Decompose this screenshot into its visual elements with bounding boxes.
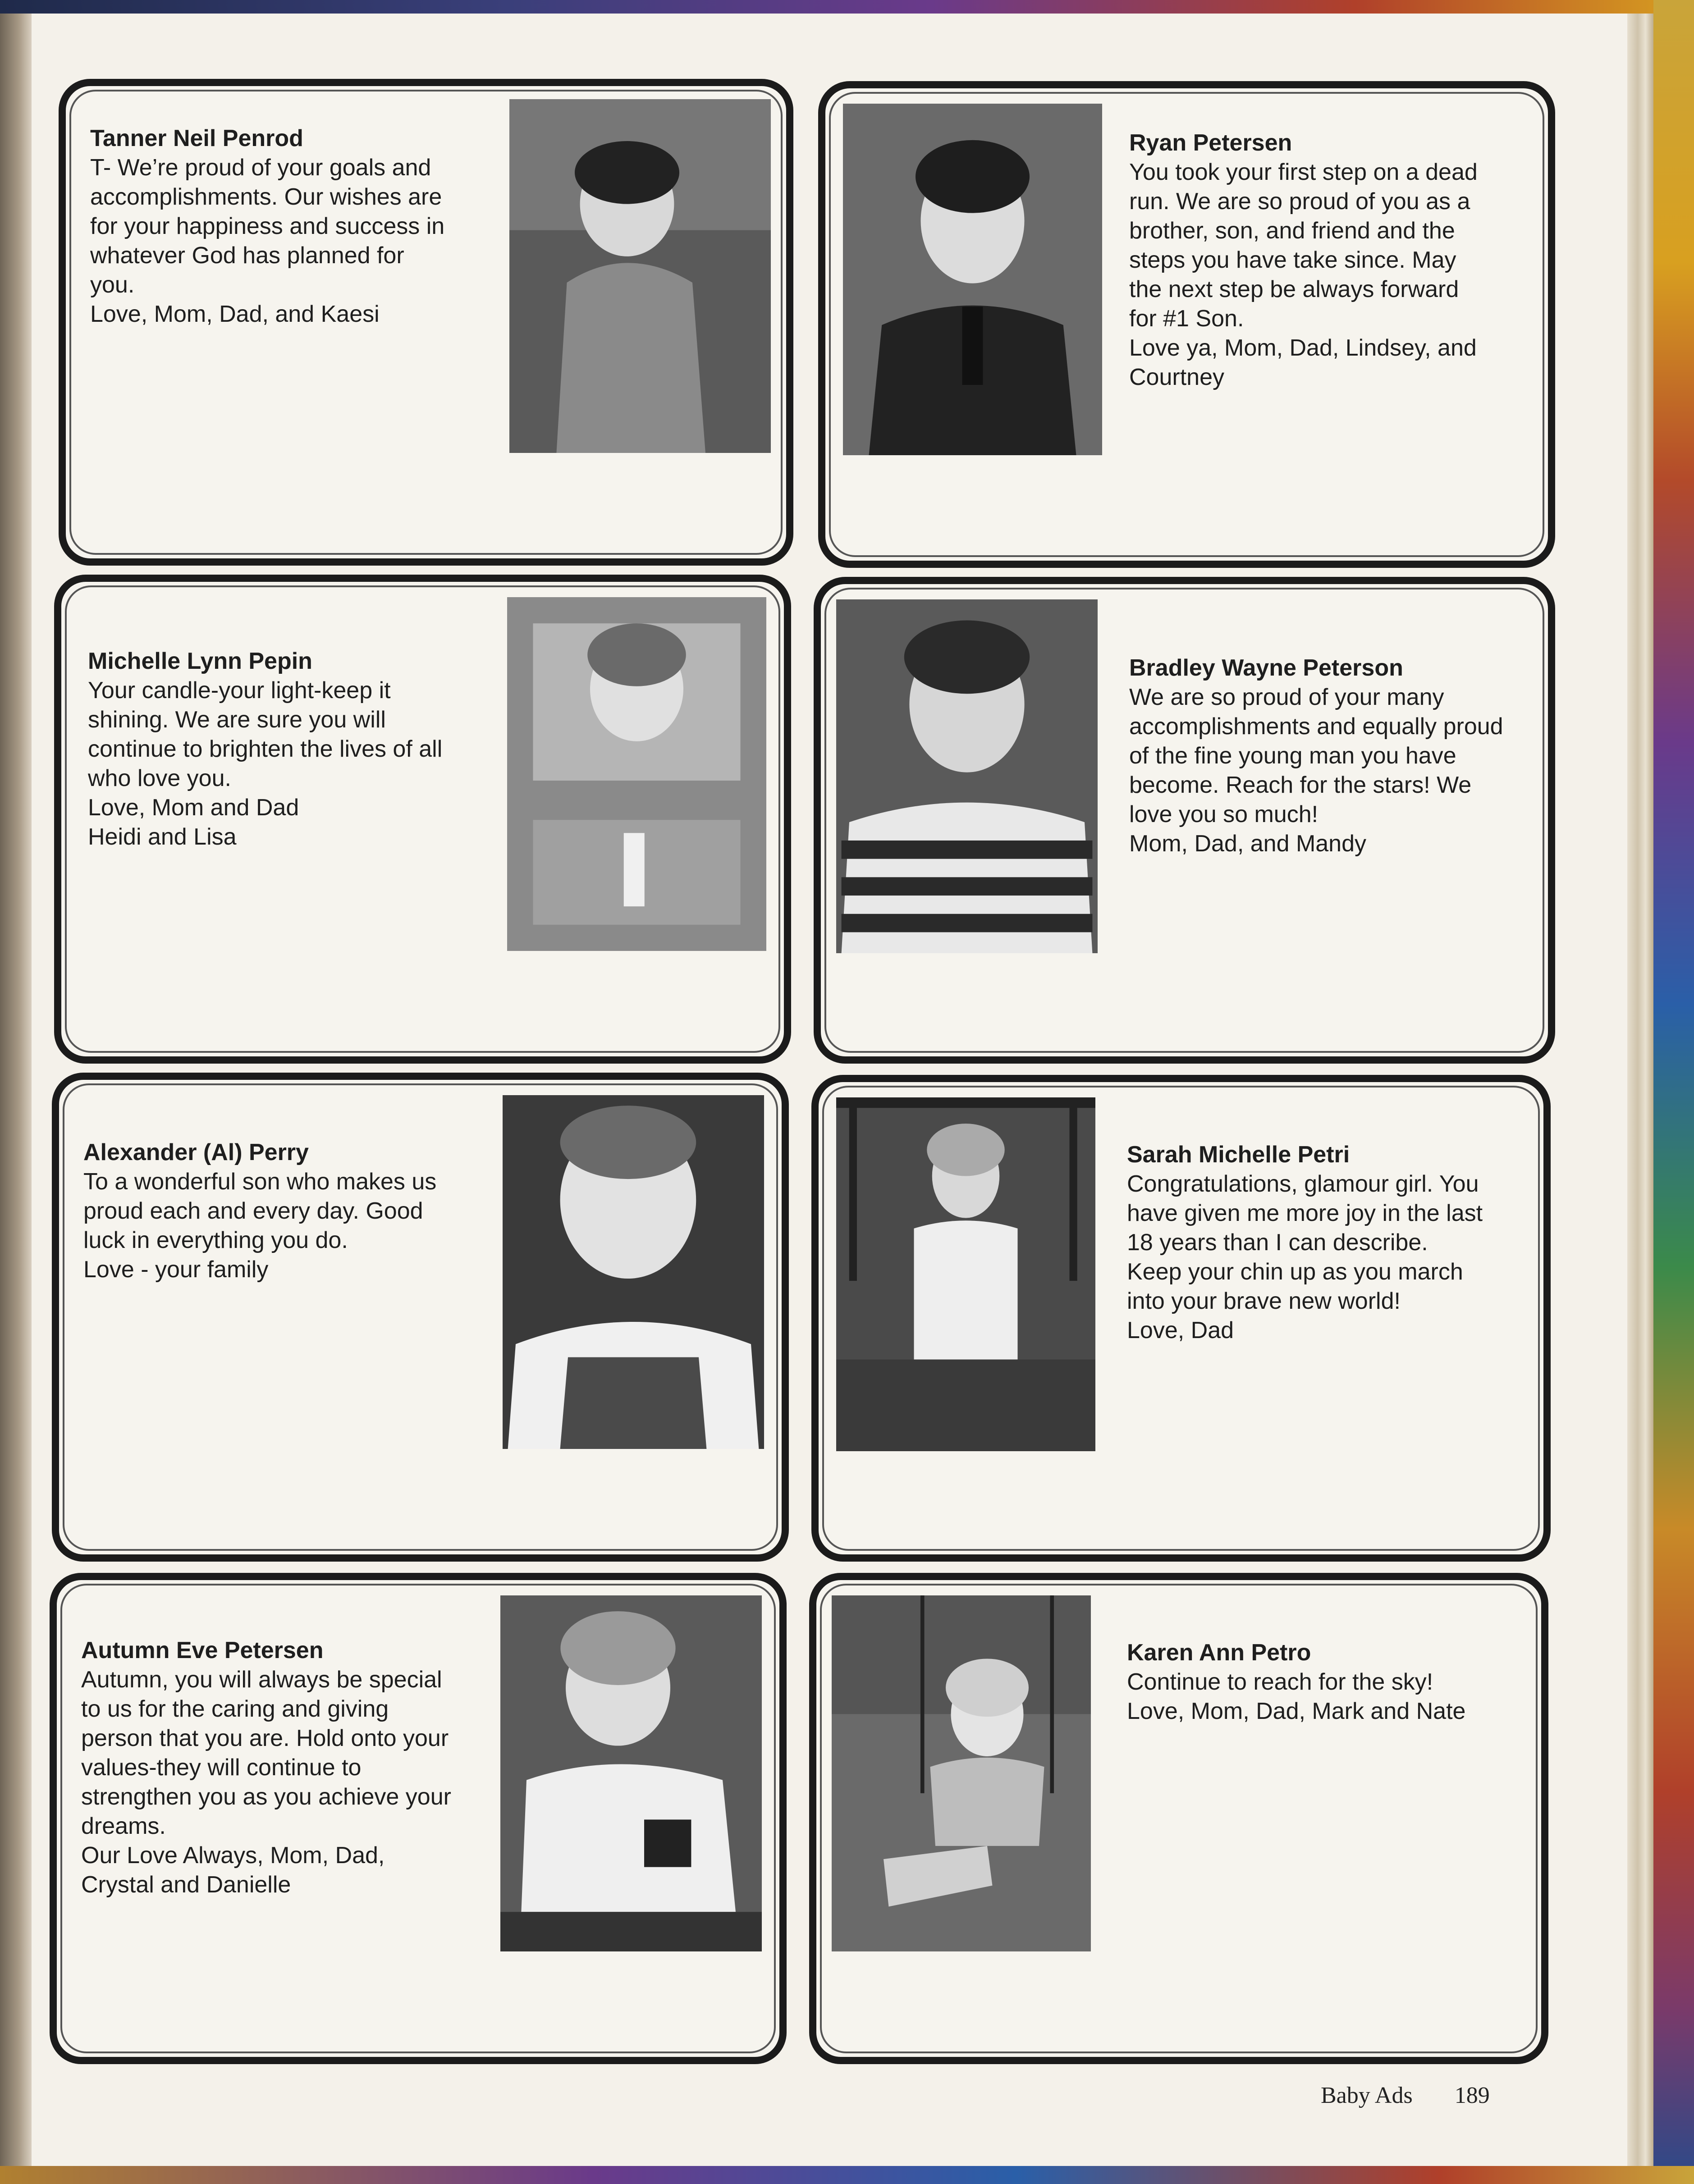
page-footer xyxy=(1321,2082,1490,2109)
baby-ad-message: T- We’re proud of your goals and accomplishments. Our wishes are for your happiness and success in whatever God has planned for you. Love, Mom, Dad, and Kaesi xyxy=(90,155,445,327)
baby-ad-name: Autumn Eve Petersen xyxy=(81,1637,324,1663)
baby-photo xyxy=(500,1595,762,1951)
baby-photo-image xyxy=(843,104,1102,455)
baby-photo-image xyxy=(836,599,1098,953)
baby-ad-text xyxy=(1129,653,1544,859)
baby-ad-name: Ryan Petersen xyxy=(1129,130,1292,156)
baby-ad-name: Michelle Lynn Pepin xyxy=(88,648,312,674)
baby-ad-name: Sarah Michelle Petri xyxy=(1127,1142,1350,1168)
baby-photo xyxy=(509,99,771,453)
book-edge-bottom xyxy=(0,2166,1694,2184)
baby-ad-message: We are so proud of your many accomplishments and equally proud of the fine young man you have become. Reach for the stars! We love you so much! Mom, Dad, and Mandy xyxy=(1129,684,1503,857)
baby-ad-text xyxy=(83,1138,500,1284)
baby-ad-message: To a wonderful son who makes us proud each and every day. Good luck in everything you do. Love - your family xyxy=(83,1169,437,1283)
baby-photo xyxy=(832,1595,1091,1951)
page-shadow-left xyxy=(0,0,32,2184)
baby-ad-message: Autumn, you will always be special to us for the caring and giving person that you are. Hold onto your values-they will continue to strengthen you as you achieve your dreams. Our Love Always, Mom, Dad, Crystal and Danielle xyxy=(81,1667,451,1898)
baby-ad-name: Alexander (Al) Perry xyxy=(83,1139,309,1165)
baby-photo-image xyxy=(836,1097,1095,1451)
page-stack-edge xyxy=(1627,14,1653,2166)
baby-ad-message: Your candle-your light-keep it shining. We are sure you will continue to brighten the lives of all who love you. Love, Mom and Dad Heidi and Lisa xyxy=(88,677,443,850)
baby-ad-text xyxy=(1129,128,1544,392)
section-title: Baby Ads xyxy=(1321,2083,1413,2108)
baby-photo xyxy=(836,599,1098,953)
baby-photo xyxy=(843,104,1102,455)
baby-ad-text xyxy=(1127,1638,1542,1726)
baby-photo-image xyxy=(509,99,771,453)
baby-photo xyxy=(507,597,766,951)
book-cover-edge-right xyxy=(1653,0,1694,2184)
baby-ad-text xyxy=(90,124,505,329)
baby-ad-message: Congratulations, glamour girl. You have given me more joy in the last 18 years than I can describe. Keep your chin up as you march into your brave new world! Love, Dad xyxy=(1127,1171,1483,1343)
baby-ad-message: Continue to reach for the sky! Love, Mom, Dad, Mark and Nate xyxy=(1127,1669,1466,1724)
baby-photo-image xyxy=(500,1595,762,1951)
baby-photo xyxy=(503,1095,764,1449)
page-number: 189 xyxy=(1454,2083,1490,2108)
baby-ad-message: You took your first step on a dead run. We are so proud of you as a brother, son, and friend and the steps you have take since. May the next step be always forward for #1 Son. Love ya, Mom, Dad, Lindsey, and Courtney xyxy=(1129,159,1478,390)
baby-ad-name: Karen Ann Petro xyxy=(1127,1640,1311,1666)
baby-ad-text xyxy=(1127,1140,1544,1345)
baby-photo-image xyxy=(832,1595,1091,1951)
baby-ad-name: Tanner Neil Penrod xyxy=(90,125,303,151)
baby-ad-name: Bradley Wayne Peterson xyxy=(1129,655,1403,681)
baby-ad-text xyxy=(81,1636,498,1900)
baby-photo-image xyxy=(503,1095,764,1449)
book-edge-top xyxy=(0,0,1694,14)
baby-ad-text xyxy=(88,647,505,852)
baby-photo-image xyxy=(507,597,766,951)
baby-photo xyxy=(836,1097,1095,1451)
